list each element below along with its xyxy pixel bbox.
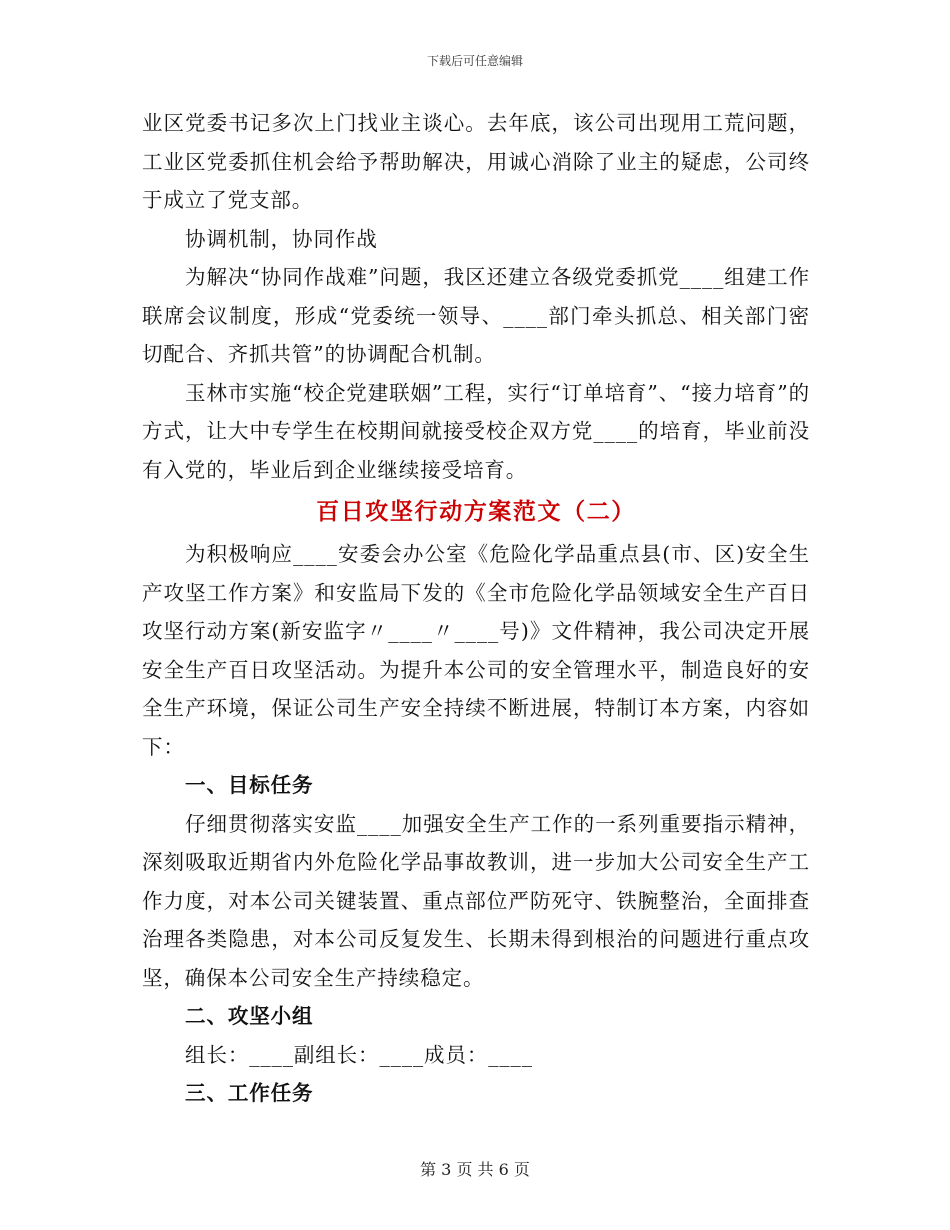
heading-task-group: 二、攻坚小组 <box>185 1004 314 1028</box>
paragraph-7: 组长：____副组长：____成员：____ <box>185 1042 533 1067</box>
heading-work-tasks: 三、工作任务 <box>185 1081 314 1105</box>
paragraph-6: 仔细贯彻落实安监____加强安全生产工作的一系列重要指示精神，深刻吸取近期省内外危险化学品事故教训，进一步加大公司安全生产工作力度，对本公司关键装置、重点部位严防死守、铁腕整治，全面排查治理各类隐患，对本公司反复发生、长期未得到根治的问题进行重点攻坚，确保本公司安全生产持续稳定。 <box>142 811 810 990</box>
paragraph-2: 协调机制，协同作战 <box>185 226 378 251</box>
paragraph-4: 玉林市实施“校企党建联姻”工程，实行“订单培育”、“接力培育”的方式，让大中专学生在校期间就接受校企双方党____的培育，毕业前没有入党的，毕业后到企业继续接受培育。 <box>142 380 810 482</box>
paragraph-3: 为解决“协同作战难”问题，我区还建立各级党委抓党____组建工作联席会议制度，形成“党委统一领导、____部门牵头抓总、相关部门密切配合、齐抓共管”的协调配合机制。 <box>142 265 810 366</box>
paragraph-5: 为积极响应____安委会办公室《危险化学品重点县(市、区)安全生产攻坚工作方案》和安监局下发的《全市危险化学品领域安全生产百日攻坚行动方案(新安监字〃____〃____号)》文件精神，我公司决定开展安全生产百日攻坚活动。为提升本公司的安全管理水平，制造良好的安全生产环境，保证公司生产安全持续不断进展，特制订本方案，内容如下： <box>142 542 810 759</box>
paragraph-1: 业区党委书记多次上门找业主谈心。去年底，该公司出现用工荒问题，工业区党委抓住机会给予帮助解决，用诚心消除了业主的疑虑，公司终于成立了党支部。 <box>142 111 810 212</box>
page-header-note: 下载后可任意编辑 <box>426 54 523 68</box>
page-number: 第 3 页 共 6 页 <box>420 1160 530 1179</box>
heading-target-tasks: 一、目标任务 <box>185 773 314 797</box>
document-body <box>142 104 810 1113</box>
section-title: 百日攻坚行动方案范文（二） <box>316 498 636 525</box>
